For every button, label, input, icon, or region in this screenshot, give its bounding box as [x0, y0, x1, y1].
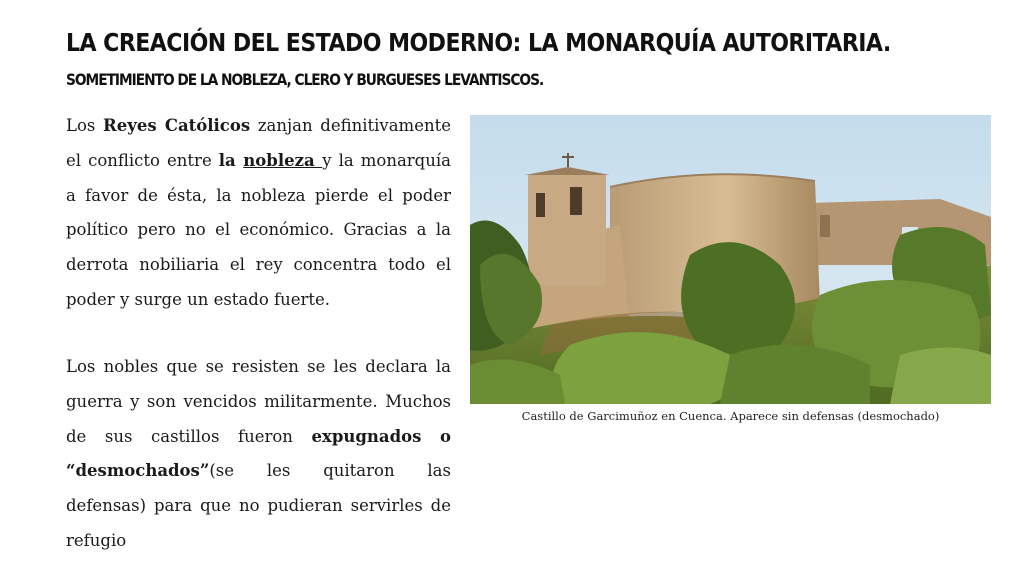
castle-photo — [470, 115, 991, 404]
text-run: zanjan definitivamente el conflicto entre — [66, 116, 451, 170]
text-run: Los — [66, 116, 104, 135]
bold-la: la — [218, 150, 244, 170]
bold-reyes-catolicos: Reyes Católicos — [103, 116, 251, 135]
bold-underlined-nobleza: nobleza — [243, 150, 323, 170]
text-run: Los nobles que se resisten se les declara la guerra y son vencidos militarmente. Muchos de sus castillos fueron — [66, 357, 451, 446]
photo-caption: Castillo de Garcimuñoz en Cuenca. Aparece sin defensas (desmochado) — [521, 409, 940, 423]
bold-o: o — [439, 426, 451, 446]
text-run: (se les quitaron las defensas) para que no pudieran servirles de refugio — [66, 461, 451, 550]
text-run — [421, 427, 440, 446]
slide-title: LA CREACIÓN DEL ESTADO MODERNO: LA MONARQUÍA AUTORITARIA. — [66, 28, 891, 57]
bold-expugnados: expugnados — [311, 426, 422, 446]
paragraph-reyes-catolicos — [66, 109, 451, 318]
castle-illustration — [470, 115, 991, 404]
paragraph-nobles — [66, 350, 451, 559]
bold-desmochados: “desmochados” — [66, 461, 210, 481]
text-run: y la monarquía a favor de ésta, la nobleza pierde el poder político pero no el económico. Gracias a la derrota nobiliaria el rey concentra todo el poder y surge un estado fuerte. — [66, 150, 451, 309]
slide-subtitle: SOMETIMIENTO DE LA NOBLEZA, CLERO Y BURGUESES LEVANTISCOS. — [66, 70, 544, 89]
